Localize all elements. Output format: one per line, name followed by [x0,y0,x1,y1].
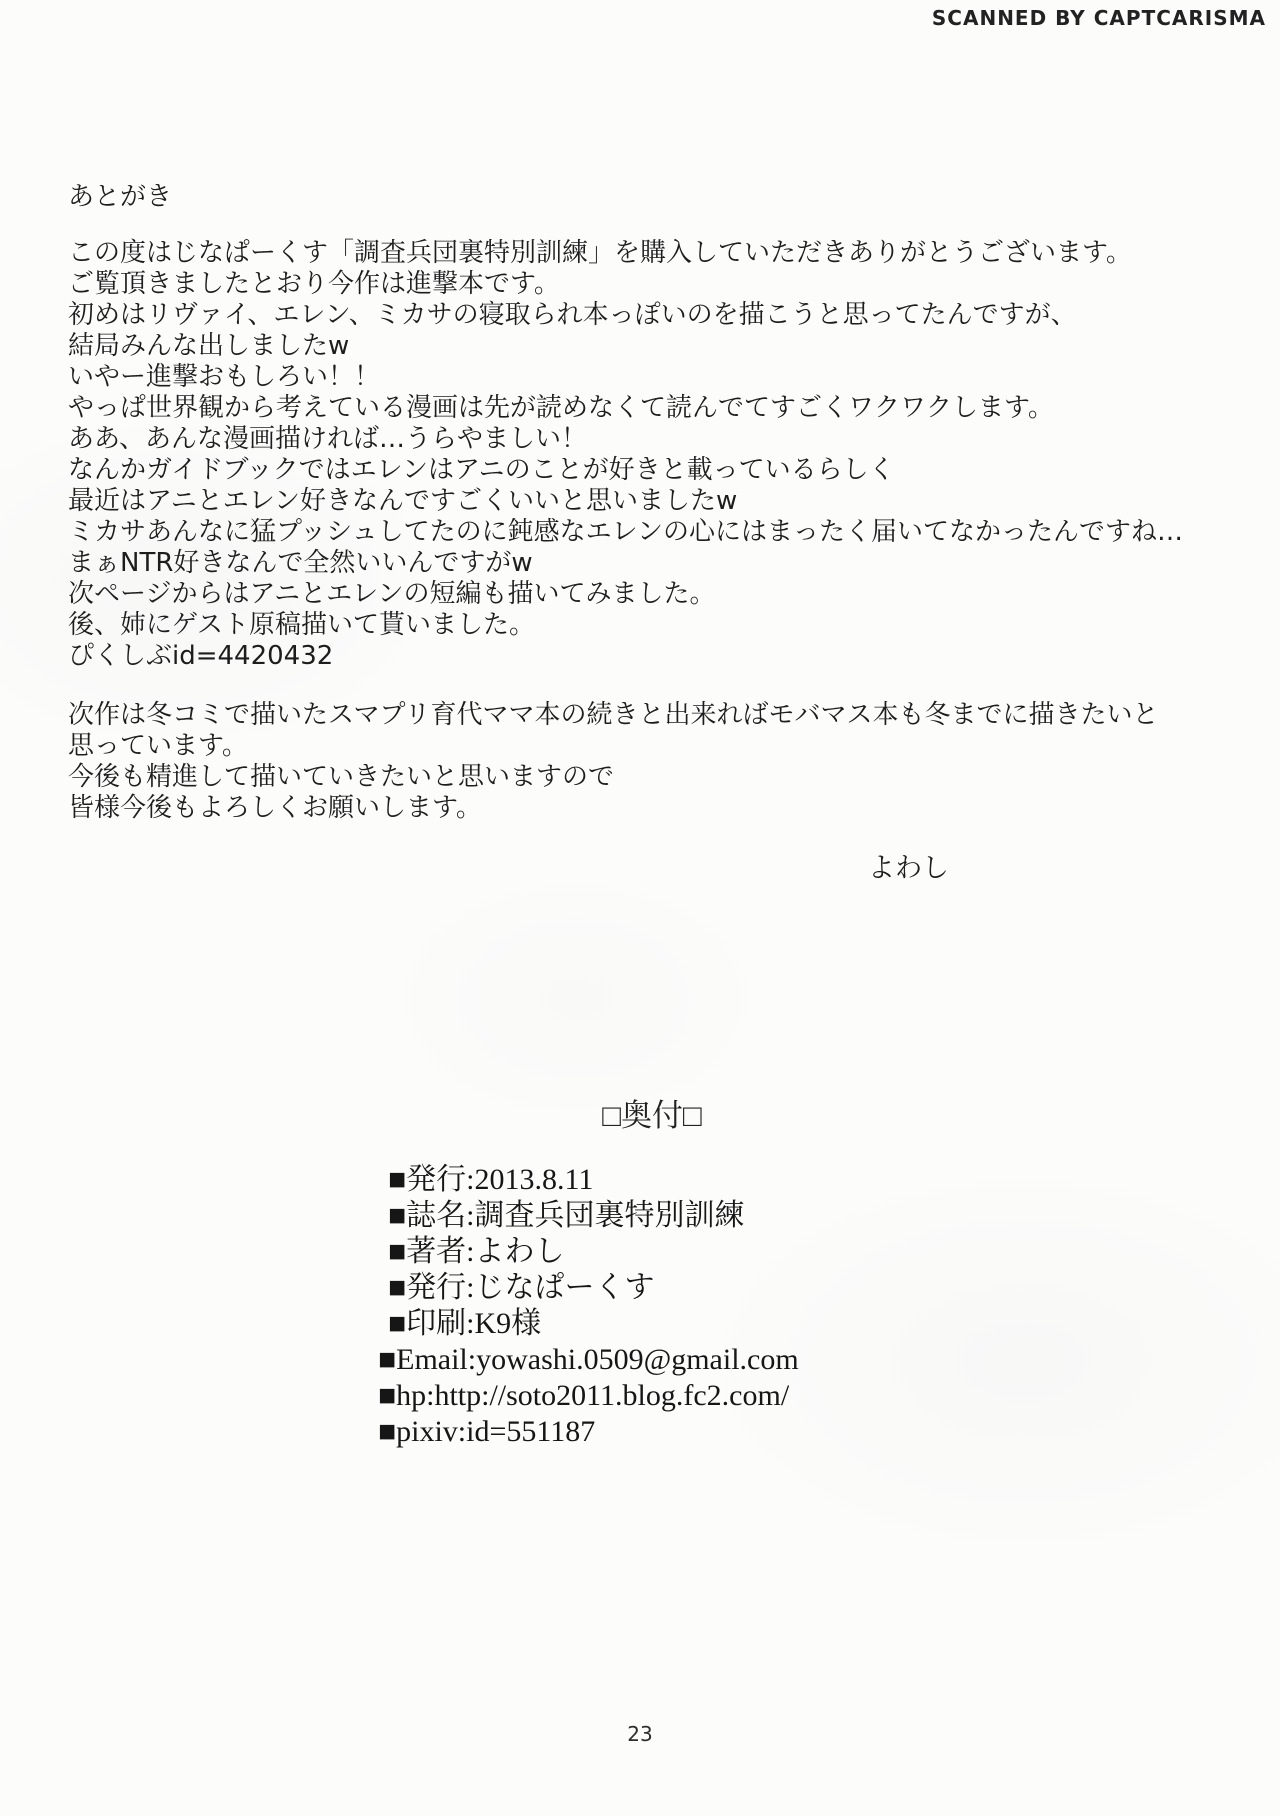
page-number: 23 [627,1722,653,1746]
afterword-line: なんかガイドブックではエレンはアニのことが好きと載っているらしく [68,455,895,485]
colophon-homepage: ■hp:http://soto2011.blog.fc2.com/ [378,1379,790,1412]
afterword-line: ミカサあんなに猛プッシュしてたのに鈍感なエレンの心にはまったく届いてなかったんですね… [68,517,1184,547]
colophon-publish-date: ■発行:2013.8.11 [388,1163,594,1196]
afterword-line: 思っています。 [68,731,248,761]
author-signature: よわし [868,853,949,884]
afterword-line: 次作は冬コミで描いたスマプリ育代ママ本の続きと出来ればモバマス本も冬までに描きたいと [68,700,1159,730]
afterword-line: 初めはリヴァイ、エレン、ミカサの寝取られ本っぽいのを描こうと思ってたんですが、 [68,300,1077,330]
afterword-paragraph-1 [68,238,1228,672]
afterword-line: ああ、あんな漫画描ければ…うらやましい！ [68,424,587,454]
colophon-email: ■Email:yowashi.0509@gmail.com [378,1343,799,1376]
colophon-author: ■著者:よわし [388,1235,565,1268]
afterword-paragraph-2 [68,700,1258,824]
afterword-line: 次ページからはアニとエレンの短編も描いてみました。 [68,579,716,609]
afterword-line: 今後も精進して描いていきたいと思いますので [68,762,615,792]
afterword-line: いやー進撃おもしろい！！ [68,362,381,392]
colophon-title: ■誌名:調査兵団裏特別訓練 [388,1199,745,1232]
afterword-line: この度はじなぱーくす「調査兵団裏特別訓練」を購入していただきありがとうございます。 [68,238,1132,268]
afterword-heading: あとがき [68,182,173,212]
colophon-printer: ■印刷:K9様 [388,1307,542,1340]
scanner-credit-text: SCANNED BY CAPTCARISMA [931,6,1266,30]
colophon-pixiv-id: ■pixiv:id=551187 [378,1415,596,1448]
afterword-line: やっぱ世界観から考えている漫画は先が読めなくて読んでてすごくワクワクします。 [68,393,1054,423]
colophon-list [378,1162,799,1450]
afterword-line: 後、姉にゲスト原稿描いて貰いました。 [68,610,535,640]
colophon-heading: □奥付□ [602,1098,702,1133]
colophon-publisher: ■発行:じなぱーくす [388,1271,655,1304]
afterword-line: まぁNTR好きなんで全然いいんですがw [68,548,533,578]
afterword-pixiv-id-line: ぴくしぶid=4420432 [68,641,334,671]
afterword-line: 皆様今後もよろしくお願いします。 [68,793,482,823]
afterword-line: 結局みんな出しましたw [68,331,350,361]
afterword-line: ご覧頂きましたとおり今作は進撃本です。 [68,269,560,299]
afterword-line: 最近はアニとエレン好きなんですごくいいと思いましたw [68,486,738,516]
